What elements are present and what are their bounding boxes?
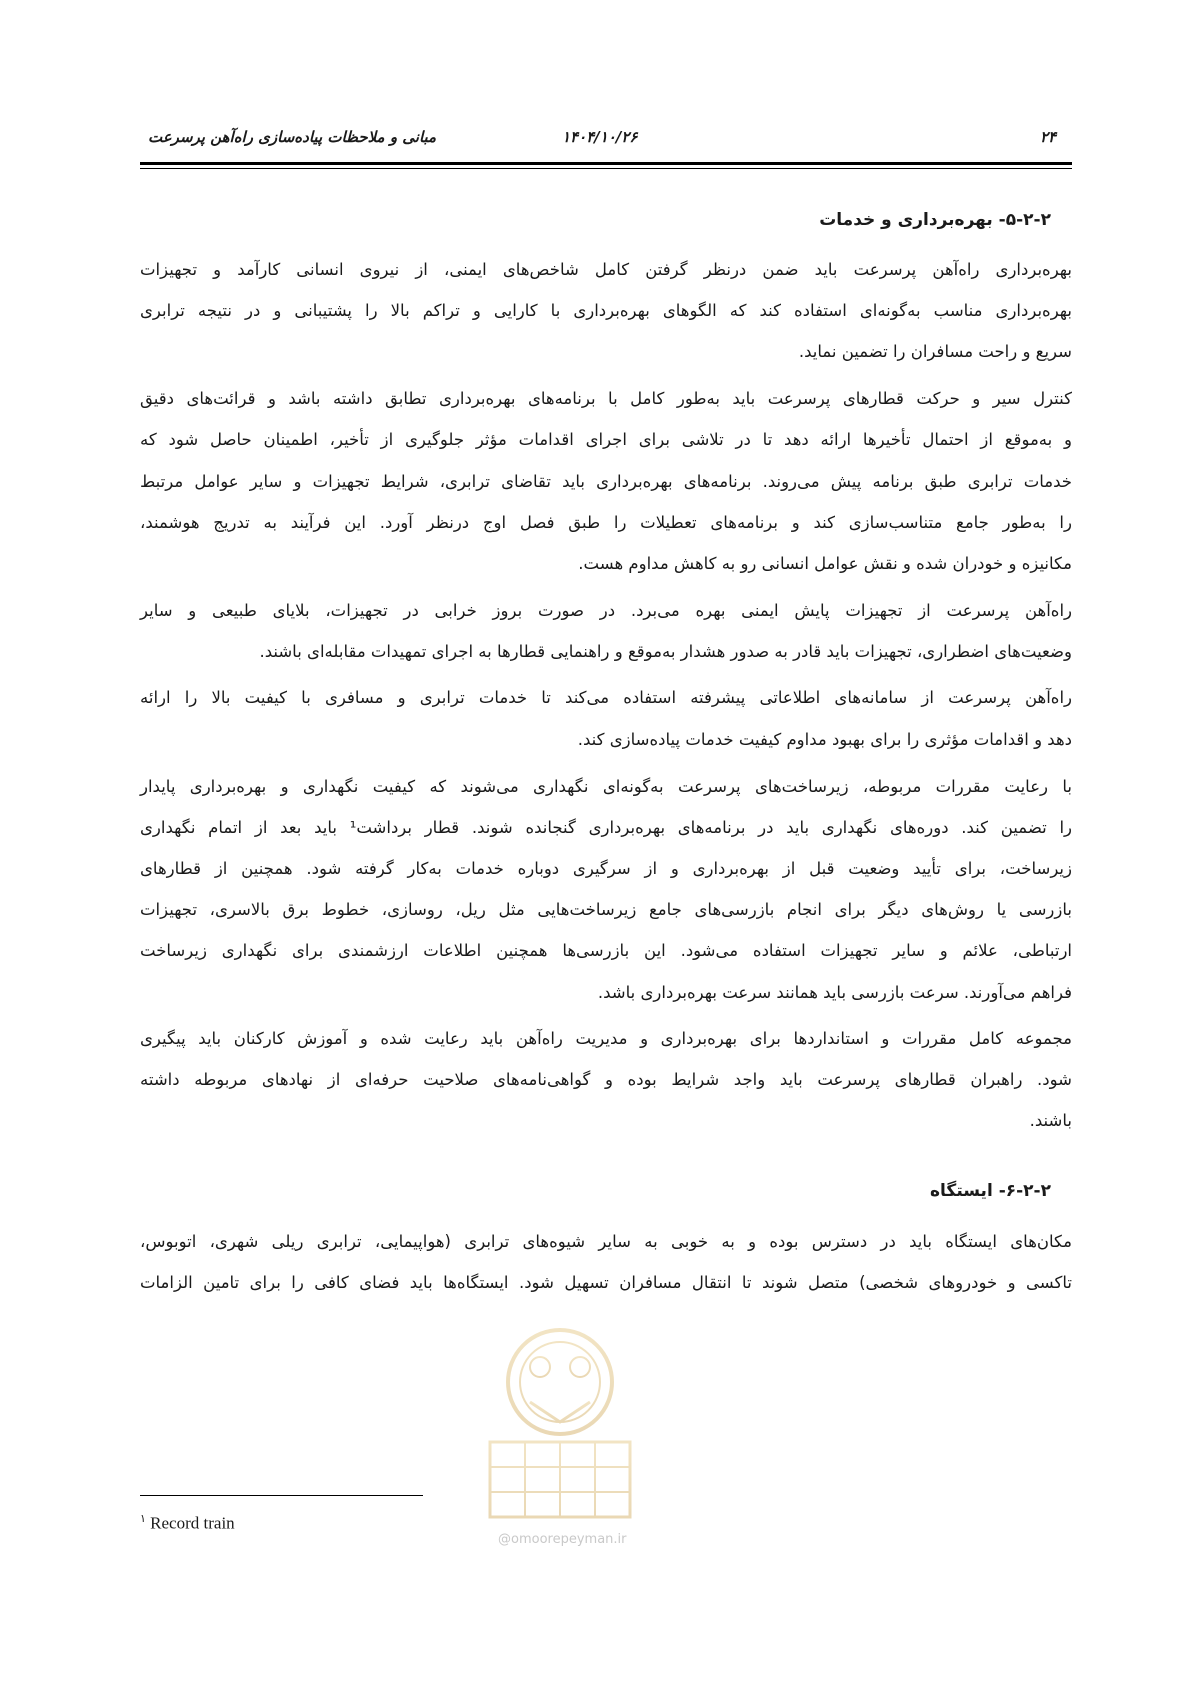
header-rule-thin	[140, 168, 1072, 169]
footnote	[140, 1512, 235, 1534]
paragraph-line: راه‌آهن پرسرعت از تجهیزات پایش ایمنی بهره می‌برد. در صورت بروز خرابی در تجهیزات، بلایای طبیعی و سایر	[140, 601, 1072, 620]
paragraph-line: شود. راهبران قطارهای پرسرعت باید واجد شرایط بوده و گواهی‌نامه‌های صلاحیت حرفه‌ای از نهادهای مربوطه داشته	[140, 1070, 1072, 1089]
paragraph-line: مجموعه کامل مقررات و استانداردها برای بهره‌برداری و مدیریت راه‌آهن باید رعایت شده و آموزش کارکنان باید پیگیری	[140, 1029, 1072, 1048]
paragraph-line: کنترل سیر و حرکت قطارهای پرسرعت باید به‌طور کامل با برنامه‌های بهره‌برداری تطابق داشته باشد و قرائت‌های دقیق	[140, 389, 1072, 408]
watermark-text: @omoorepeyman.ir	[498, 1532, 627, 1547]
page-number: ۲۴	[1040, 128, 1057, 146]
header-rule-thick	[140, 162, 1072, 165]
watermark-seal	[480, 1327, 640, 1542]
paragraph-line: بهره‌برداری مناسب به‌گونه‌ای استفاده کند که الگوهای بهره‌برداری با کارایی و تراکم بالا را پشتیبانی و در نتیجه ترابری	[140, 301, 1072, 320]
paragraph-line: را تضمین کند. دوره‌های نگهداری باید در برنامه‌های بهره‌برداری گنجانده شوند. قطار برداشت¹ باید بعد از اتمام نگهداری	[140, 818, 1073, 837]
paragraph-line: بازرسی یا روش‌های دیگر برای انجام بازرسی‌های جامع زیرساخت‌هایی مثل ریل، روسازی، خطوط برق بالاسری، تجهیزات	[140, 900, 1072, 919]
paragraph-line: سریع و راحت مسافران را تضمین نماید.	[798, 342, 1072, 361]
paragraph-line: تاکسی و خودروهای شخصی) متصل شوند تا انتقال مسافران تسهیل شود. ایستگاه‌ها باید فضای کافی را برای تامین الزامات	[140, 1273, 1072, 1292]
paragraph-line: زیرساخت، برای تأیید وضعیت قبل از بهره‌برداری و از سرگیری دوباره خدمات به‌کار گرفته شود. همچنین از قطارهای	[140, 859, 1072, 878]
paragraph-line: باشند.	[1029, 1111, 1072, 1130]
paragraph-line: مکانیزه و خودران شده و نقش عوامل انسانی رو به کاهش مداوم هست.	[578, 554, 1072, 573]
paragraph-line: و به‌موقع از احتمال تأخیرها ارائه دهد تا در تلاشی برای اجرای اقدامات مؤثر جلوگیری از تأخیر، اطمینان حاصل شود که	[140, 430, 1072, 449]
section-heading: ۵-۲-۲- بهره‌برداری و خدمات	[819, 210, 1051, 230]
header-date: ۱۴۰۴/۱۰/۲۶	[562, 128, 638, 146]
footnote-rule	[140, 1495, 423, 1496]
section-heading: ۶-۲-۲- ایستگاه	[930, 1181, 1051, 1201]
paragraph-line: راه‌آهن پرسرعت از سامانه‌های اطلاعاتی پیشرفته استفاده می‌کند تا خدمات ترابری و مسافری با کیفیت بالا را ارائه	[140, 688, 1072, 707]
paragraph-line: مکان‌های ایستگاه باید در دسترس بوده و به خوبی به سایر شیوه‌های ترابری (هواپیمایی، ترابری ریلی شهری، اتوبوس،	[140, 1232, 1072, 1251]
header-title: مبانی و ملاحظات پیاده‌سازی راه‌آهن پرسرعت	[148, 128, 437, 146]
paragraph-line: خدمات ترابری طبق برنامه پیش می‌روند. برنامه‌های بهره‌برداری باید تقاضای ترابری، شرایط تجهیزات و سایر عوامل مرتبط	[140, 472, 1072, 491]
paragraph-line: با رعایت مقررات مربوطه، زیرساخت‌های پرسرعت به‌گونه‌ای نگهداری می‌شوند که کیفیت نگهداری و بهره‌برداری پایدار	[140, 777, 1072, 796]
footnote-text: Record train	[150, 1513, 235, 1533]
footnote-marker: ۱	[140, 1513, 146, 1525]
paragraph-line: دهد و اقدامات مؤثری را برای بهبود مداوم کیفیت خدمات پیاده‌سازی کند.	[577, 730, 1072, 749]
paragraph-line: را به‌طور جامع متناسب‌سازی کند و برنامه‌های تعطیلات را طبق فصل اوج درنظر آورد. این فرآیند به تدریج هوشمند،	[140, 513, 1072, 532]
paragraph-line: ارتباطی، علائم و سایر تجهیزات استفاده می‌شود. این بازرسی‌ها همچنین اطلاعات ارزشمندی برای نگهداری زیرساخت	[140, 941, 1072, 960]
paragraph-line: بهره‌برداری راه‌آهن پرسرعت باید ضمن درنظر گرفتن کامل شاخص‌های ایمنی، از نیروی انسانی کارآمد و تجهیزات	[140, 260, 1072, 279]
paragraph-line: فراهم می‌آورند. سرعت بازرسی باید همانند سرعت بهره‌برداری باشد.	[597, 983, 1072, 1002]
paragraph-line: وضعیت‌های اضطراری، تجهیزات باید قادر به صدور هشدار به‌موقع و راهنمایی قطارها به اجرای تمهیدات مقابله‌ای باشند.	[259, 642, 1072, 661]
